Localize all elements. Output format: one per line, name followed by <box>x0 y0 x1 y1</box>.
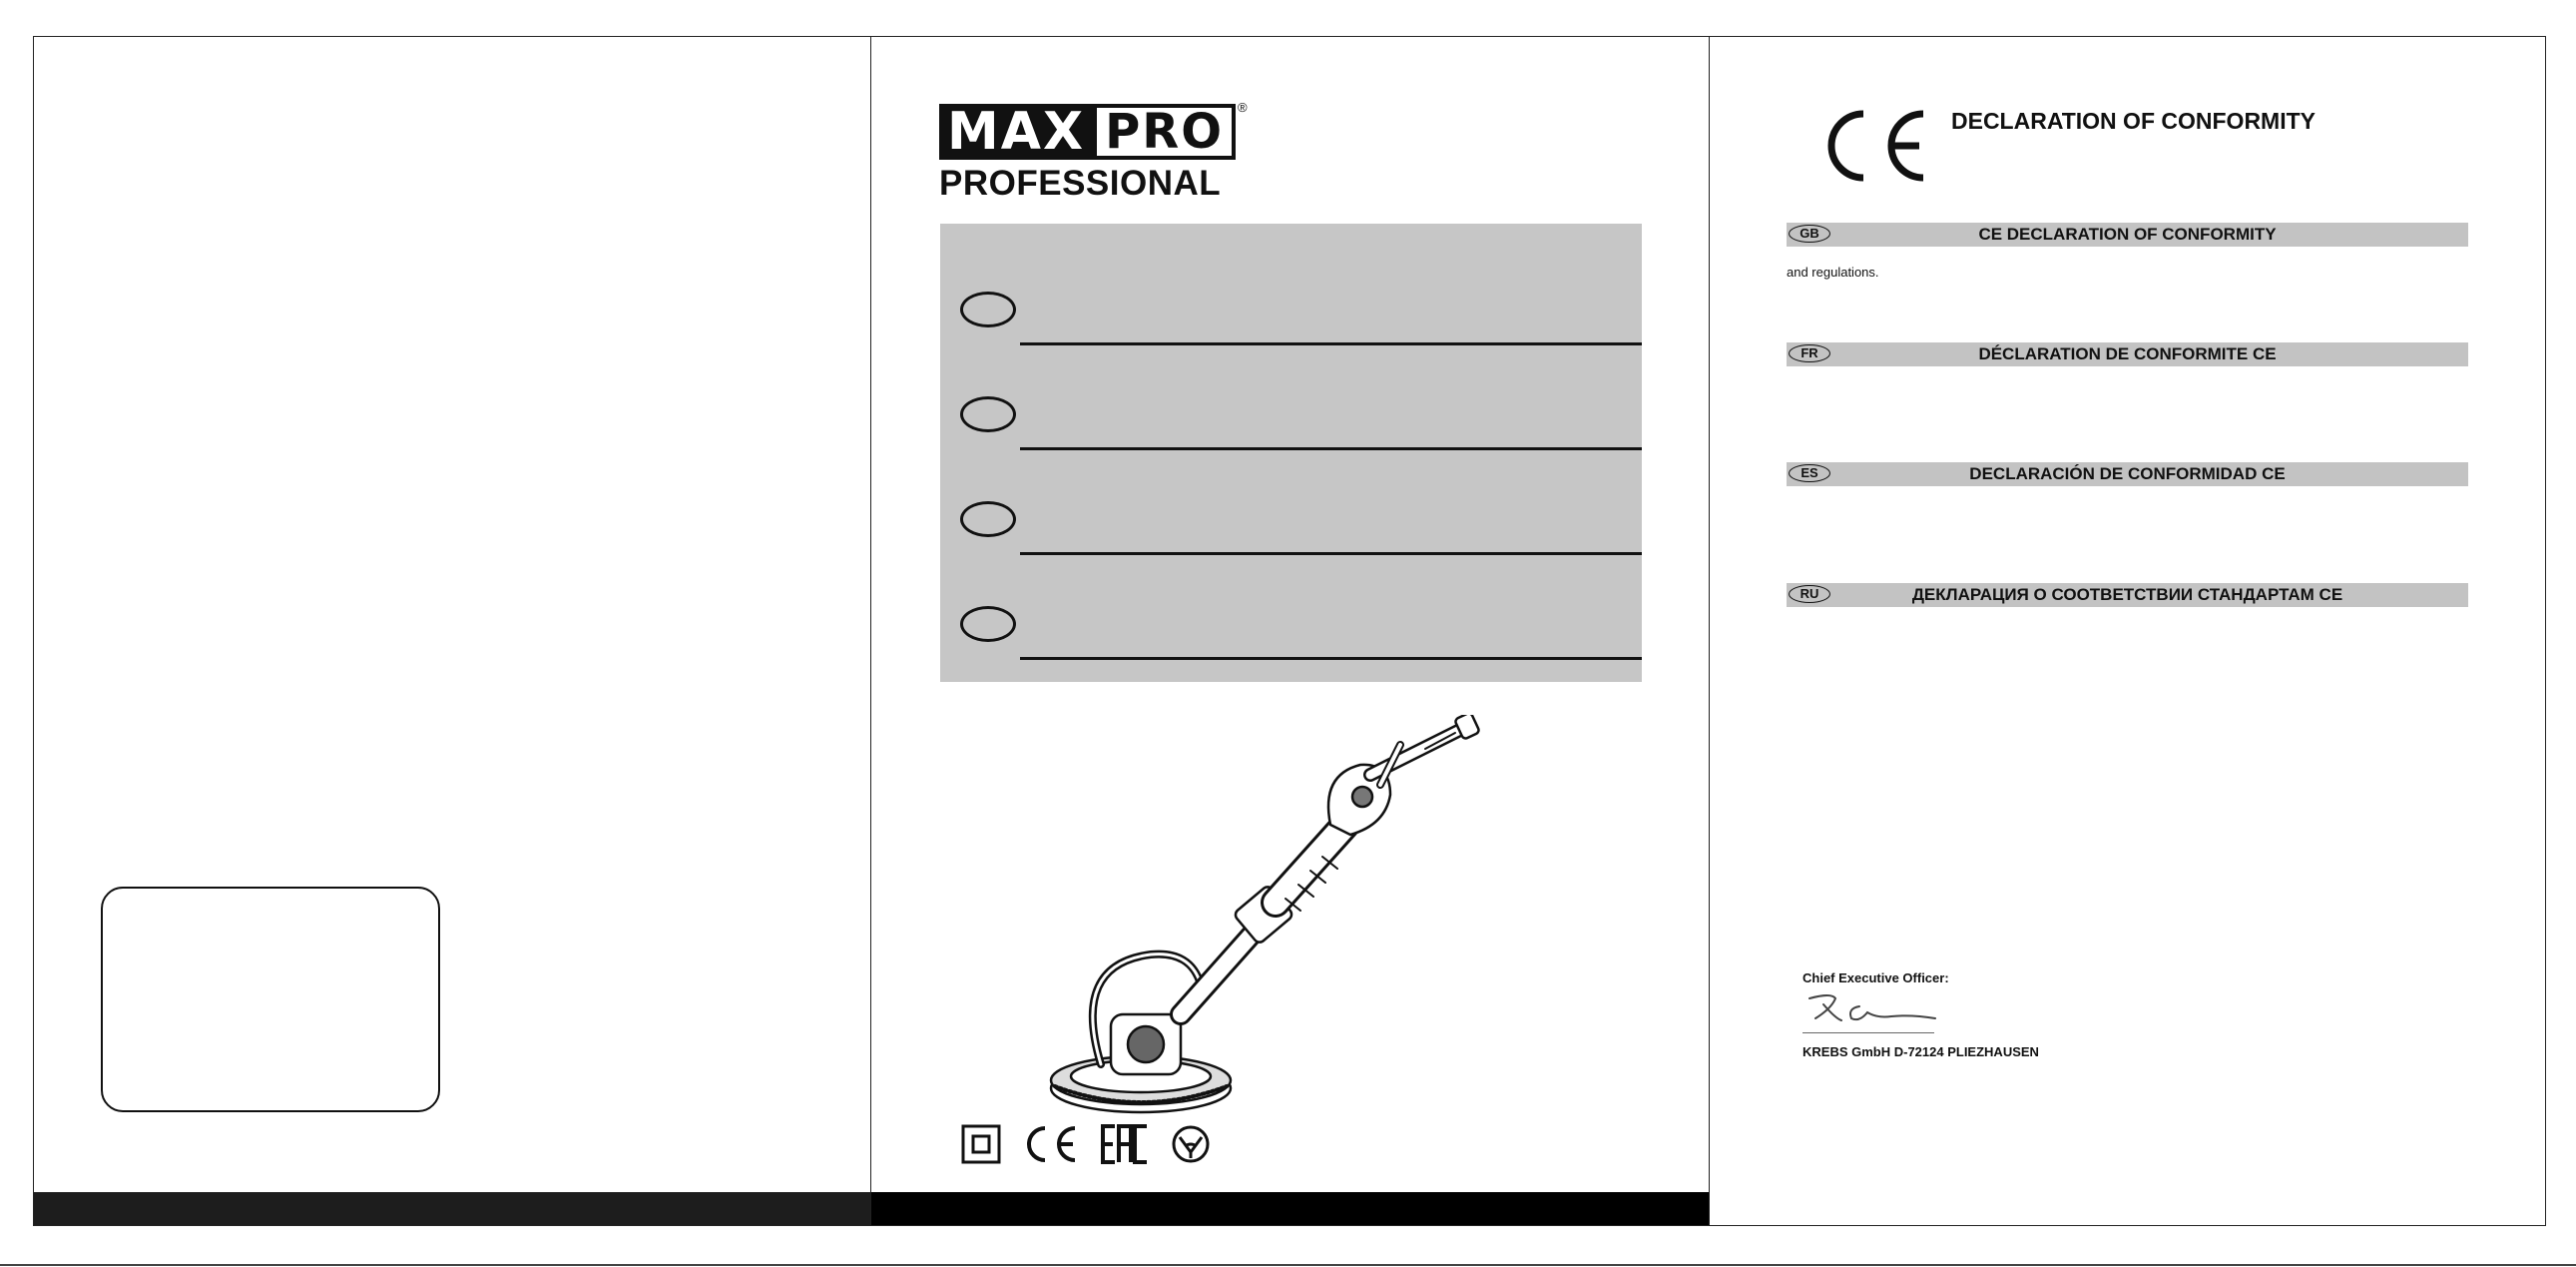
section-title: DECLARACIÓN DE CONFORMIDAD CE <box>1969 464 2286 483</box>
drywall-sander-illustration <box>1041 715 1480 1134</box>
logo-pro-text: PRO <box>1093 104 1236 160</box>
ce-mark-large <box>1819 108 1929 184</box>
title-underline <box>1020 447 1642 450</box>
logo-max-text: MAX <box>939 104 1093 160</box>
back-cover-panel <box>33 36 871 1226</box>
title-underline <box>1020 657 1642 660</box>
language-code-oval <box>960 501 1016 537</box>
language-code: GB <box>1789 225 1830 243</box>
logo-subtitle: PROFESSIONAL <box>939 164 1222 203</box>
maxpro-logo <box>939 100 1248 204</box>
section-header <box>1787 583 2468 607</box>
declaration-title: DECLARATION OF CONFORMITY <box>1951 108 2316 134</box>
section-gb <box>1787 223 2468 280</box>
company-address: KREBS GmbH D-72124 PLIEZHAUSEN <box>1803 1044 2039 1059</box>
section-es <box>1787 462 2468 486</box>
language-row <box>960 396 1642 456</box>
language-row <box>960 501 1642 561</box>
language-code: FR <box>1789 344 1830 362</box>
registered-mark: ® <box>1238 100 1248 115</box>
language-code: ES <box>1789 464 1830 482</box>
section-text: and regulations. <box>1787 265 1879 280</box>
signature-image <box>1802 988 1941 1028</box>
section-header <box>1787 462 2468 486</box>
ukraine-conformity-icon <box>1171 1124 1211 1164</box>
signature-line <box>1803 1032 1934 1033</box>
signatory-label: Chief Executive Officer: <box>1803 970 1949 985</box>
eac-mark-icon <box>1101 1124 1149 1164</box>
section-fr <box>1787 342 2468 366</box>
language-title-block <box>940 224 1642 682</box>
section-header <box>1787 223 2468 247</box>
certification-icons <box>961 1124 1211 1164</box>
footer-bar-middle <box>871 1192 1709 1226</box>
section-header <box>1787 342 2468 366</box>
footer-bar-left <box>33 1192 870 1226</box>
ce-mark-icon <box>1023 1124 1079 1164</box>
section-title: DÉCLARATION DE CONFORMITE CE <box>1978 344 2277 363</box>
language-code-oval <box>960 292 1016 327</box>
title-underline <box>1020 342 1642 345</box>
section-ru <box>1787 583 2468 607</box>
section-title: ДЕКЛАРАЦИЯ О СООТВЕТСТВИИ СТАНДАРТАМ CE <box>1911 585 2343 604</box>
double-insulation-icon <box>961 1124 1001 1164</box>
title-underline <box>1020 552 1642 555</box>
declaration-panel <box>1710 36 2546 1226</box>
language-row <box>960 292 1642 351</box>
section-title: CE DECLARATION OF CONFORMITY <box>1978 225 2277 244</box>
front-cover-panel <box>871 36 1710 1226</box>
language-code-oval <box>960 396 1016 432</box>
language-code: RU <box>1789 585 1830 603</box>
blank-label-box <box>101 887 440 1112</box>
page-bottom-rule <box>0 1264 2576 1266</box>
language-row <box>960 606 1642 666</box>
language-code-oval <box>960 606 1016 642</box>
